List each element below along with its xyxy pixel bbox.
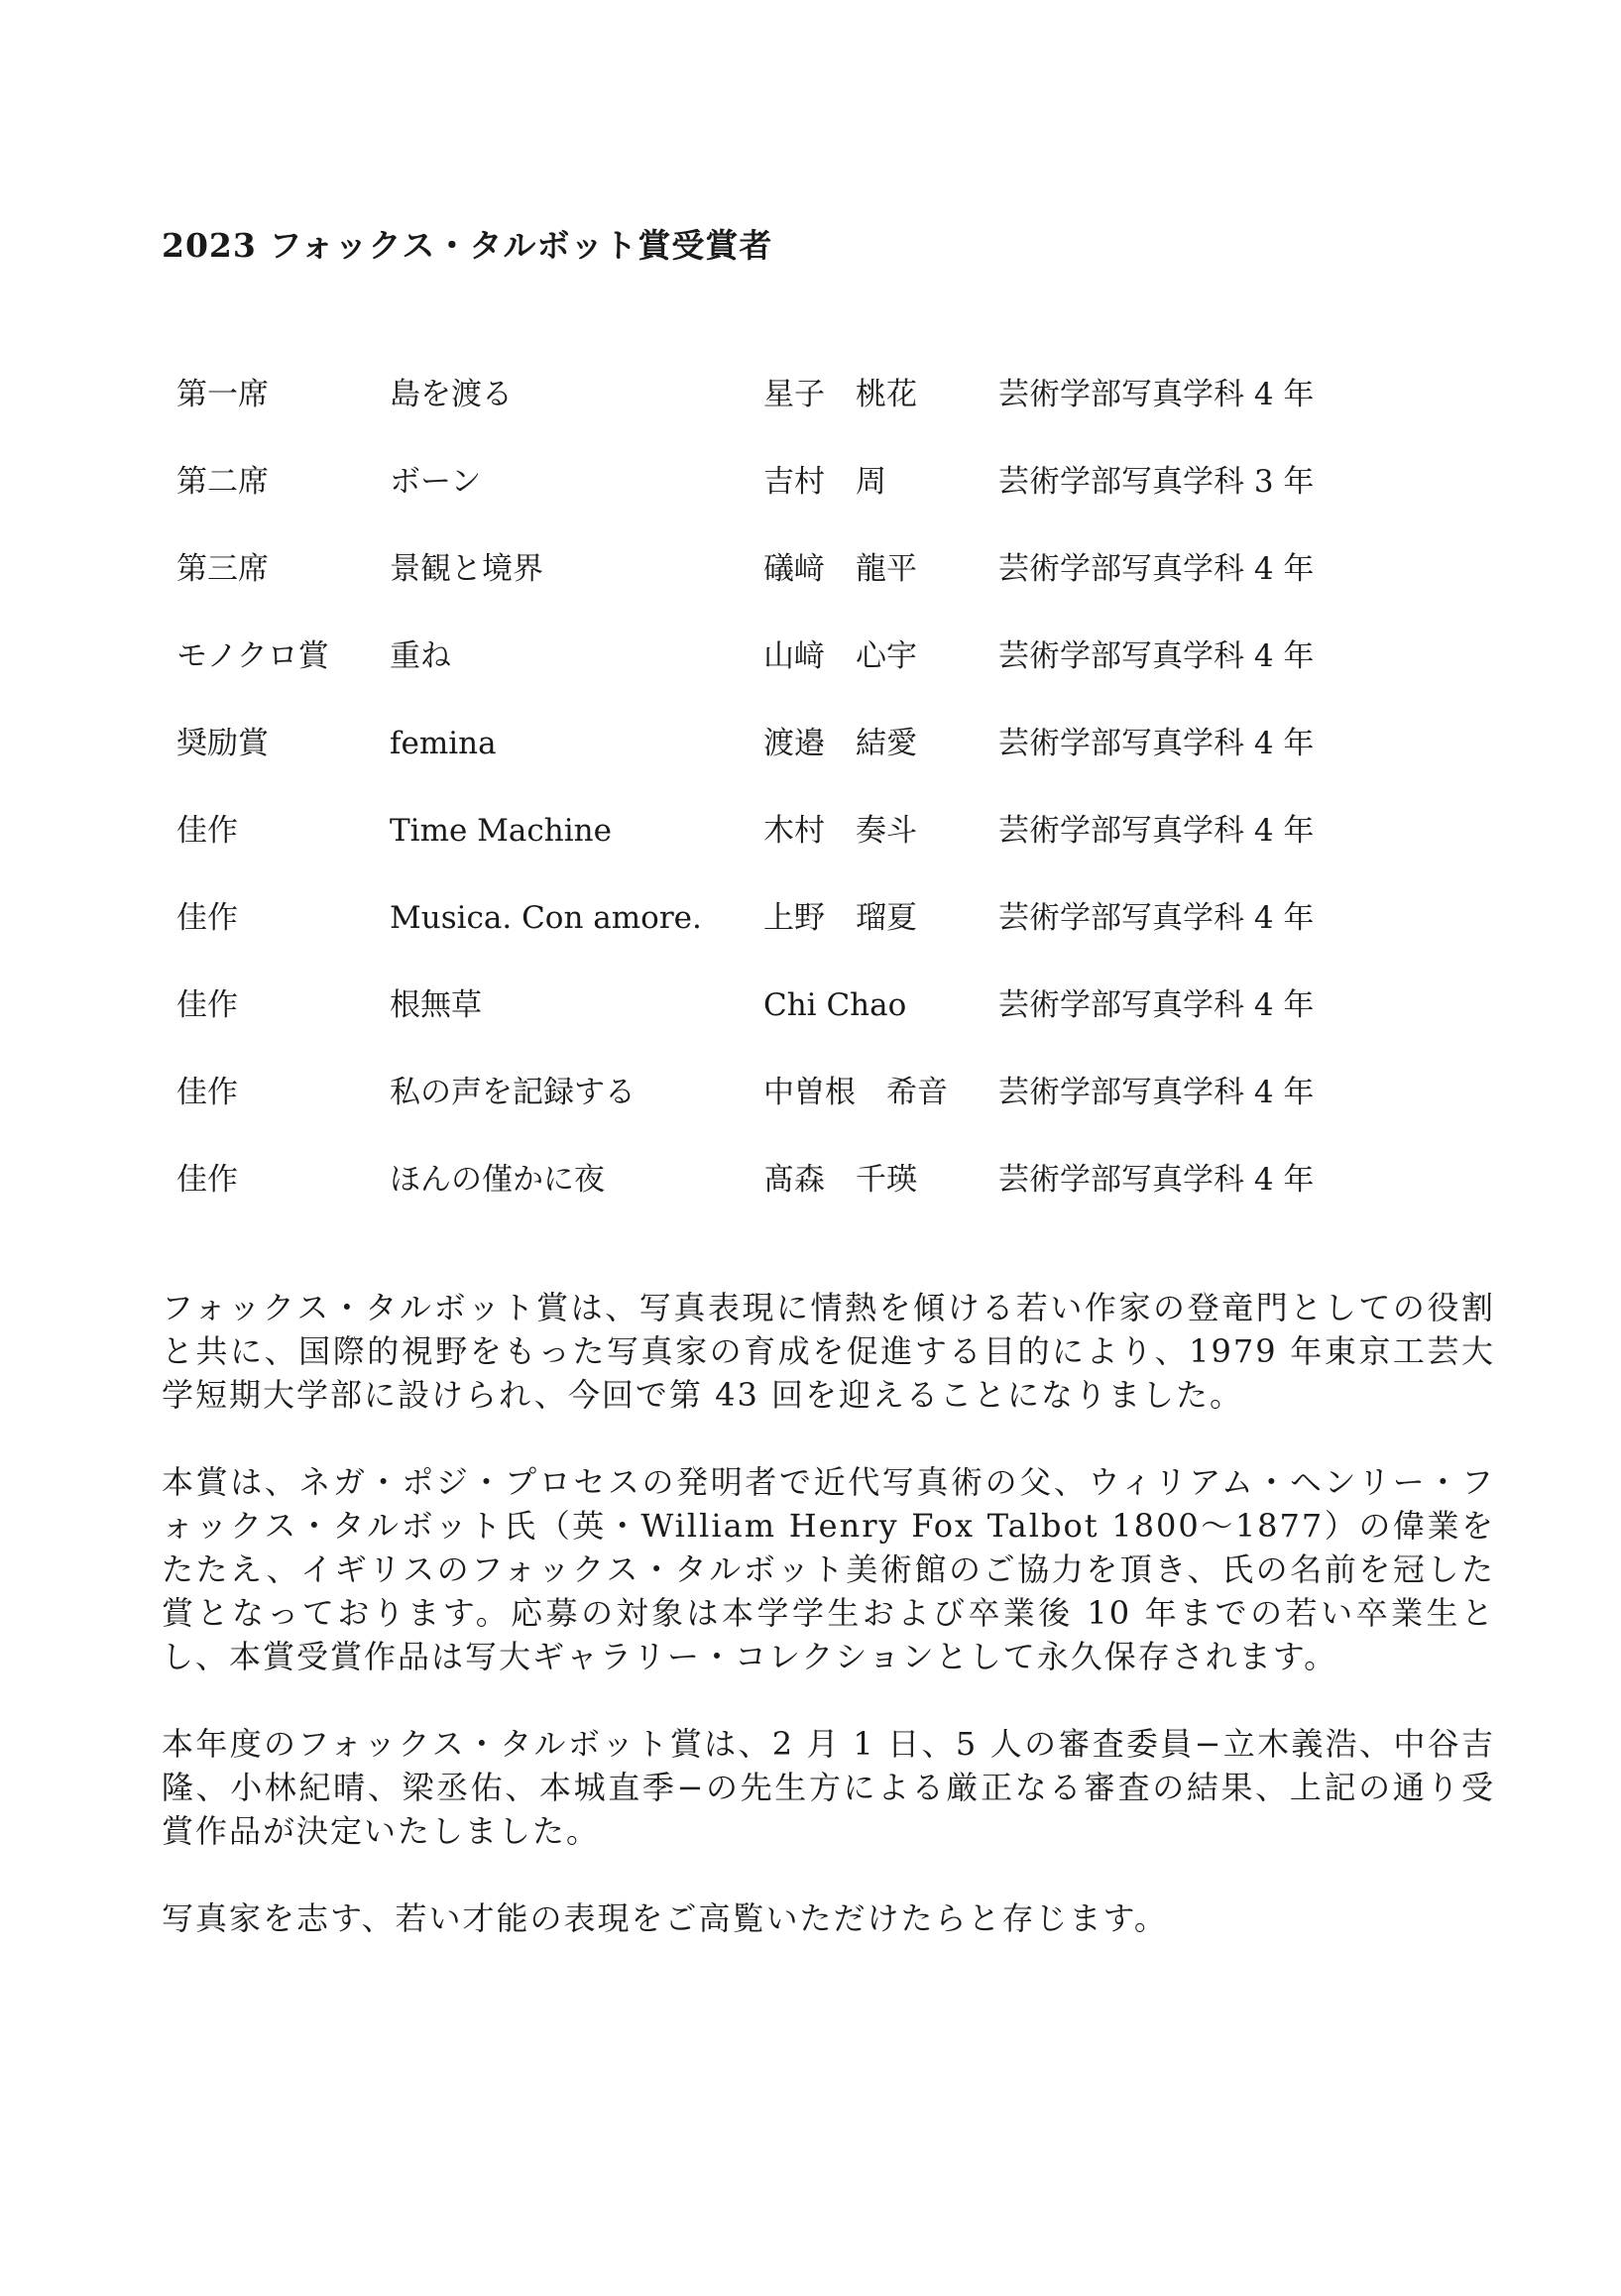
award-work-title: 景観と境界	[390, 551, 543, 587]
award-work-title: 私の声を記録する	[390, 1075, 636, 1110]
award-department: 芸術学部写真学科 4 年	[998, 726, 1315, 761]
award-row	[0, 811, 1621, 898]
judging-paragraph: 本年度のフォックス・タルボット賞は、2 月 1 日、5 人の審査委員−立木義浩、中谷吉隆、小林紀晴、梁丞佑、本城直季−の先生方による厳正なる審査の結果、上記の通り受賞作品が決定いたしました。	[162, 1725, 1495, 1850]
award-rank: 奨励賞	[176, 726, 269, 761]
award-work-title: 島を渡る	[390, 377, 513, 412]
award-department: 芸術学部写真学科 4 年	[998, 813, 1315, 849]
award-work-title: ほんの僅かに夜	[390, 1162, 605, 1198]
award-work-title: Time Machine	[390, 813, 612, 849]
history-paragraph: 本賞は、ネガ・ポジ・プロセスの発明者で近代写真術の父、ウィリアム・ヘンリー・フォックス・タルボット氏（英・William Henry Fox Talbot 1800〜1877）の偉業をたたえ、イギリスのフォックス・タルボット美術館のご協力を頂き、氏の名前を冠した賞となっております。応募の対象は本学学生および卒業後 10 年までの若い卒業生とし、本賞受賞作品は写大ギャラリー・コレクションとして永久保存されます。	[162, 1463, 1495, 1675]
award-winner-name: 星子 桃花	[763, 377, 917, 412]
award-winner-name: 山﨑 心宇	[763, 638, 917, 674]
award-row	[0, 549, 1621, 636]
award-winner-name: 中曽根 希音	[763, 1075, 948, 1110]
award-winner-name: 渡邉 結愛	[763, 726, 917, 761]
award-winner-name: 髙森 千瑛	[763, 1162, 917, 1198]
award-row	[0, 1160, 1621, 1247]
award-winner-name: 吉村 周	[763, 464, 886, 500]
award-row	[0, 636, 1621, 724]
award-work-title: Musica. Con amore.	[390, 900, 702, 936]
award-row	[0, 1073, 1621, 1160]
award-department: 芸術学部写真学科 4 年	[998, 377, 1315, 412]
award-department: 芸術学部写真学科 4 年	[998, 1162, 1315, 1198]
award-rank: モノクロ賞	[176, 638, 329, 674]
award-work-title: 重ね	[390, 638, 451, 674]
award-department: 芸術学部写真学科 4 年	[998, 900, 1315, 936]
award-rank: 第二席	[176, 464, 269, 500]
award-department: 芸術学部写真学科 4 年	[998, 1075, 1315, 1110]
award-rank: 佳作	[176, 813, 238, 849]
award-rank: 佳作	[176, 900, 238, 936]
document-title: 2023 フォックス・タルボット賞受賞者	[162, 226, 773, 265]
award-winner-name: 礒﨑 龍平	[763, 551, 917, 587]
award-winner-name: Chi Chao	[763, 987, 907, 1023]
award-row	[0, 375, 1621, 462]
award-department: 芸術学部写真学科 4 年	[998, 551, 1315, 587]
award-row	[0, 462, 1621, 549]
intro-paragraph: フォックス・タルボット賞は、写真表現に情熱を傾ける若い作家の登竜門としての役割と共に、国際的視野をもった写真家の育成を促進する目的により、1979 年東京工芸大学短期大学部に設けられ、今回で第 43 回を迎えることになりました。	[162, 1289, 1495, 1414]
award-department: 芸術学部写真学科 4 年	[998, 638, 1315, 674]
award-work-title: femina	[390, 726, 497, 761]
body-text	[162, 1286, 1495, 1940]
award-rank: 第一席	[176, 377, 269, 412]
award-department: 芸術学部写真学科 3 年	[998, 464, 1315, 500]
award-row	[0, 898, 1621, 985]
awards-list	[0, 375, 1621, 1247]
award-work-title: ボーン	[390, 464, 482, 500]
award-rank: 佳作	[176, 1162, 238, 1198]
award-row	[0, 985, 1621, 1073]
award-work-title: 根無草	[390, 987, 482, 1023]
award-row	[0, 724, 1621, 811]
award-rank: 第三席	[176, 551, 269, 587]
award-department: 芸術学部写真学科 4 年	[998, 987, 1315, 1023]
award-winner-name: 上野 瑠夏	[763, 900, 917, 936]
award-rank: 佳作	[176, 987, 238, 1023]
closing-paragraph: 写真家を志す、若い才能の表現をご高覧いただけたらと存じます。	[162, 1899, 1168, 1937]
award-rank: 佳作	[176, 1075, 238, 1110]
award-winner-name: 木村 奏斗	[763, 813, 917, 849]
